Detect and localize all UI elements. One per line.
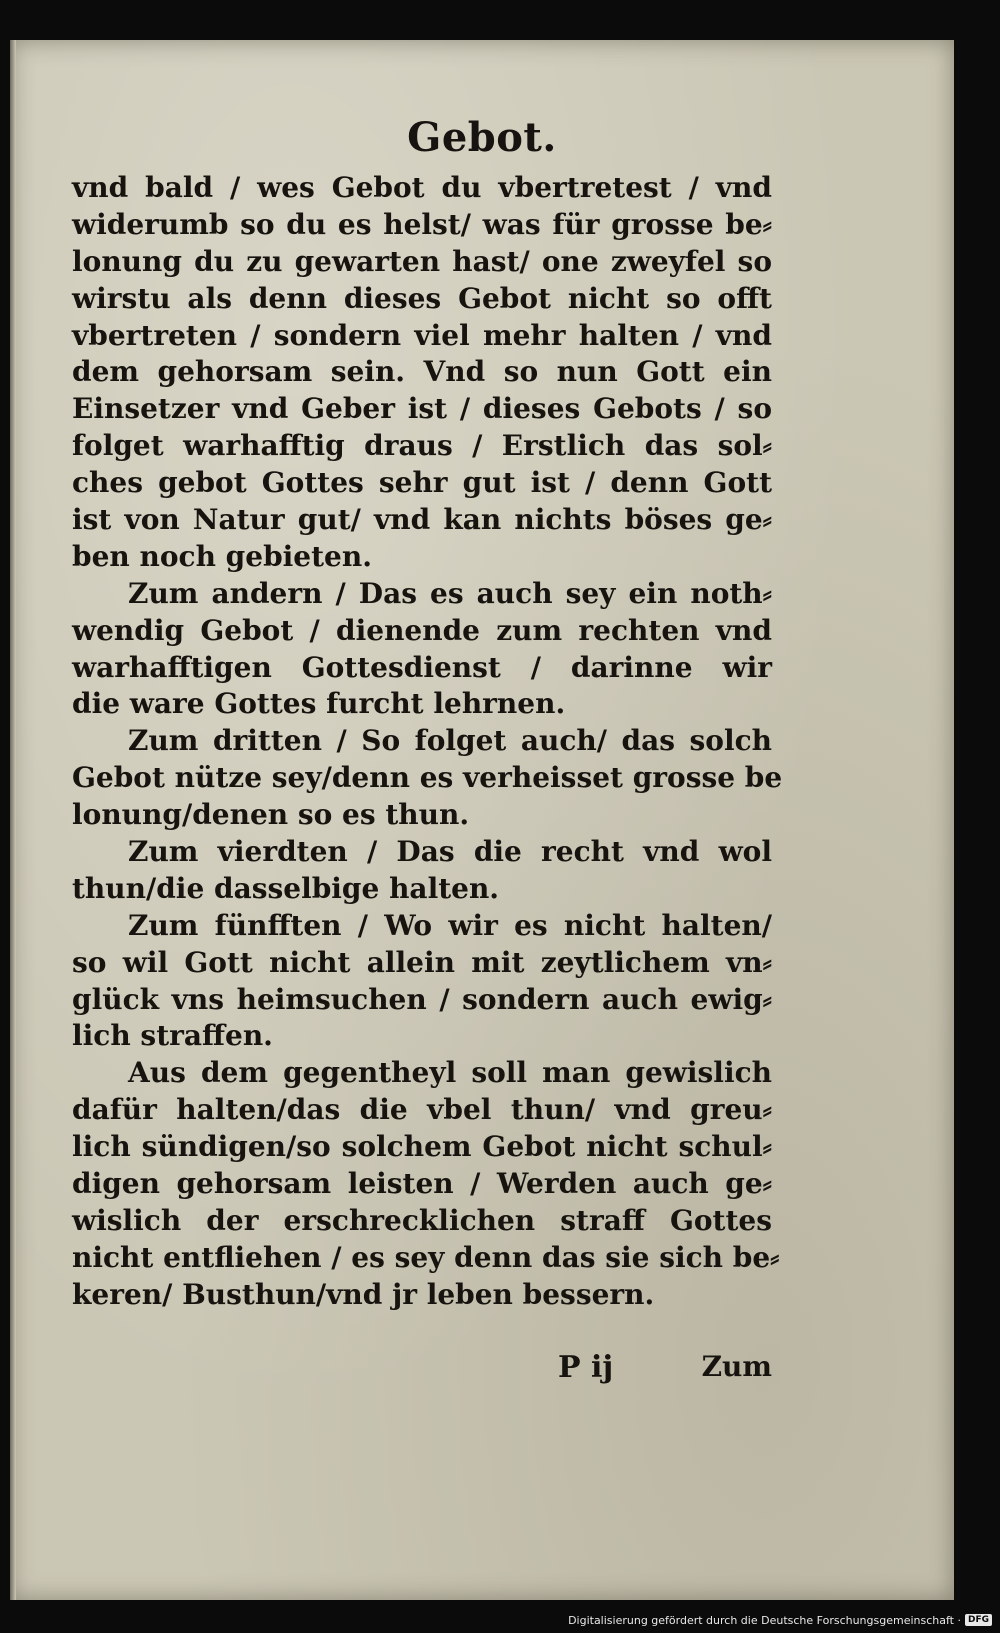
text-line: wislich der erschrecklichen straff Gottes (72, 1203, 772, 1237)
book-page (10, 40, 954, 1600)
text-line: thun/die dasselbige halten. (72, 871, 500, 905)
text-line: Gebot nütze sey/denn es verheisset grosse be (72, 761, 783, 795)
text-line: Zum fünfften / Wo wir es nicht halten/ (128, 908, 772, 942)
text-line: ben noch gebieten. (72, 539, 372, 573)
signature-mark: P ij (558, 1350, 614, 1385)
text-line: digen gehorsam leisten / Werden auch ge⸗ (72, 1167, 772, 1201)
dfg-logo-icon: DFG (965, 1614, 992, 1626)
text-line: folget warhafftig draus / Erstlich das sol⸗ (72, 429, 772, 463)
digitization-credit (568, 1611, 992, 1629)
page-footer (72, 1350, 772, 1390)
text-line: Zum vierdten / Das die recht vnd wol (128, 835, 772, 869)
text-line: dafür halten/das die vbel thun/ vnd greu⸗ (72, 1093, 772, 1127)
text-line: dem gehorsam sein. Vnd so nun Gott ein (72, 355, 772, 389)
text-line: Einsetzer vnd Geber ist / dieses Gebots / so (72, 392, 772, 426)
text-line: ches gebot Gottes sehr gut ist / denn Gott (72, 466, 772, 500)
text-line: widerumb so du es helst/ was für grosse be⸗ (72, 207, 772, 241)
text-line: vnd bald / wes Gebot du vbertretest / vnd (72, 171, 772, 204)
text-line: die ware Gottes furcht lehrnen. (72, 687, 566, 721)
body-text (72, 170, 783, 1314)
text-line: Zum dritten / So folget auch/ das solch (128, 724, 772, 758)
text-line: Zum andern / Das es auch sey ein noth⸗ (128, 576, 772, 610)
text-line: warhafftigen Gottesdienst / darinne wir (72, 650, 772, 684)
text-line: nicht entfliehen / es sey denn das sie sich be⸗ (72, 1240, 780, 1274)
text-line: ist von Natur gut/ vnd kan nichts böses ge⸗ (72, 503, 772, 537)
catchword: Zum (701, 1350, 772, 1383)
text-line: lich sündigen/so solchem Gebot nicht schul⸗ (72, 1130, 772, 1164)
text-line: so wil Gott nicht allein mit zeytlichem vn⸗ (72, 945, 772, 979)
text-line: vbertreten / sondern viel mehr halten / vnd (72, 318, 772, 352)
text-line: lonung du zu gewarten hast/ one zweyfel so (72, 244, 772, 278)
page-gutter-shadow (10, 40, 16, 1600)
credit-text: Digitalisierung gefördert durch die Deutsche Forschungsgemeinschaft · (568, 1613, 961, 1627)
text-line: lonung/denen so es thun. (72, 798, 470, 832)
text-line: Aus dem gegentheyl soll man gewislich (128, 1056, 772, 1090)
text-line: wirstu als denn dieses Gebot nicht so offt (72, 281, 772, 315)
text-line: lich straffen. (72, 1019, 273, 1053)
text-line: wendig Gebot / dienende zum rechten vnd (72, 613, 772, 647)
text-line: keren/ Busthun/vnd jr leben bessern. (72, 1277, 655, 1311)
running-header: Gebot. (407, 114, 557, 161)
text-line: glück vns heimsuchen / sondern auch ewig⸗ (72, 982, 772, 1016)
